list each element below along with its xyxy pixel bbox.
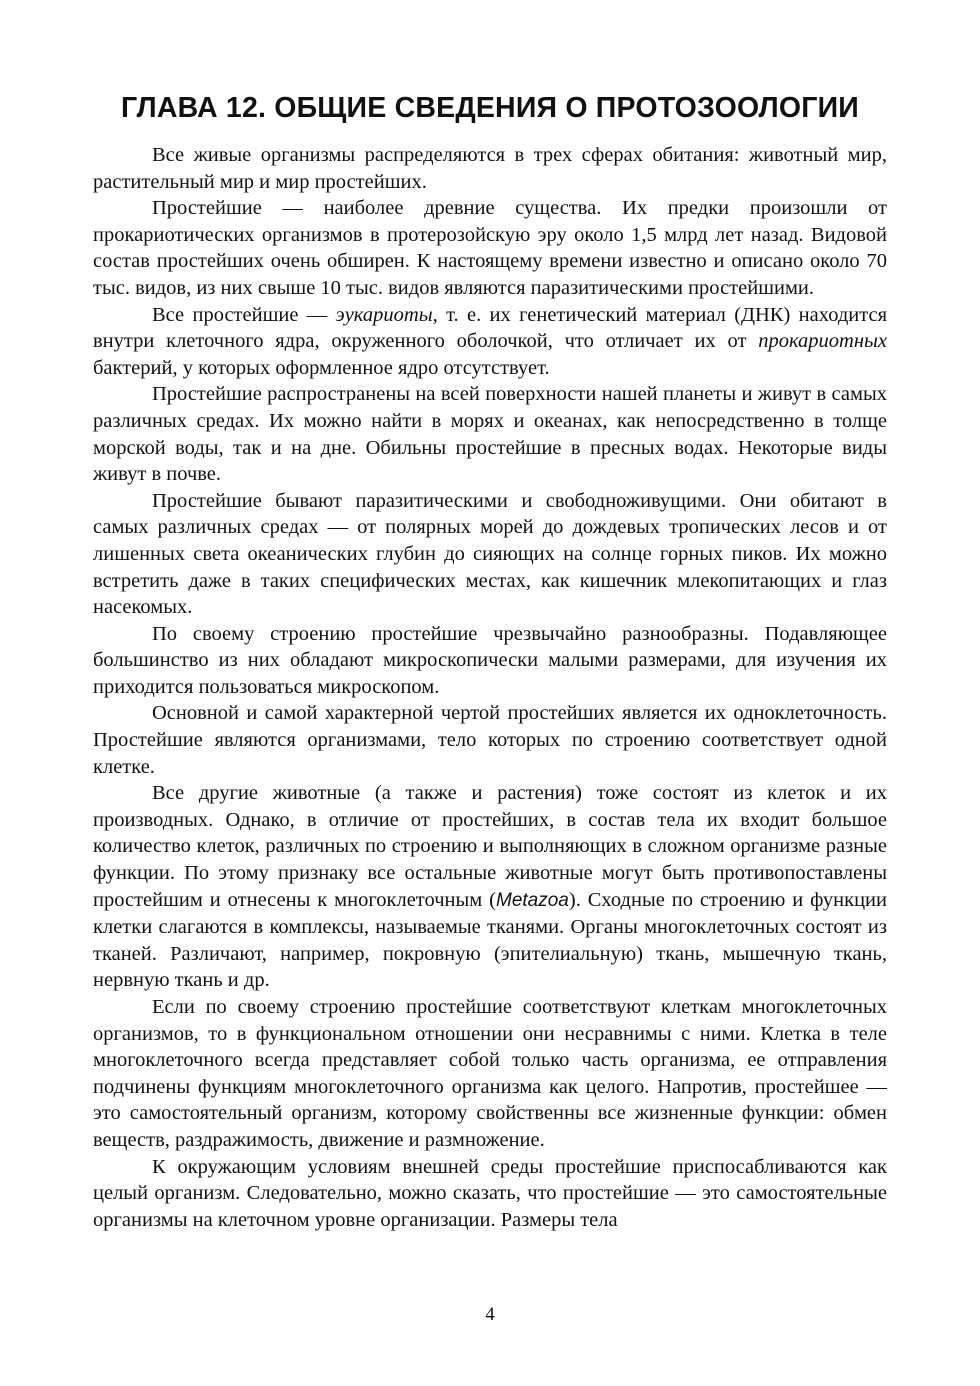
term-metazoa: Metazoa bbox=[496, 889, 569, 911]
paragraph-8-text-a: Все другие животные (а также и растения) тоже состоят из клеток и их производных. Однако, в отличие от простейших, в состав тела их входит большое количество клеток, различных по строению и выполняющих в сложном организме разные функции. По этому признаку все остальные животные могут быть противопоставлены простейшим и отнесены к многоклеточным ( bbox=[93, 782, 887, 911]
page-content bbox=[93, 88, 887, 1233]
paragraph-5: Простейшие бывают паразитическими и свободноживущими. Они обитают в самых различных средах — от полярных морей до дождевых тропических лесов и от лишенных света океанических глубин до сияющих на солнце горных пиков. Их можно встретить даже в таких специфических местах, как кишечник млекопитающих и глаз насекомых. bbox=[93, 489, 887, 619]
paragraph-6: По своему строению простейшие чрезвычайно разнообразны. Подавляющее большинство из них обладают микроскопически малыми размерами, для изучения их приходится пользоваться микроскопом. bbox=[93, 622, 887, 698]
paragraph-3-text-c: бактерий, у которых оформленное ядро отсутствует. bbox=[93, 356, 550, 379]
paragraph-3 bbox=[93, 302, 887, 382]
paragraph-7: Основной и самой характерной чертой простейших является их одноклеточность. Простейшие являются организмами, тело которых по строению соответствует одной клетке. bbox=[93, 702, 887, 778]
paragraph-2: Простейшие — наиболее древние существа. Их предки произошли от прокариотических организмов в протерозойскую эру около 1,5 млрд лет назад. Видовой состав простейших очень обширен. К настоящему времени известно и описано около 70 тыс. видов, из них свыше 10 тыс. видов являются паразитическими простейшими. bbox=[93, 197, 887, 299]
paragraph-10: К окружающим условиям внешней среды простейшие приспосабливаются как целый организм. Следовательно, можно сказать, что простейшие — это самостоятельные организмы на клеточном уровне организации. Размеры тела bbox=[93, 1155, 887, 1231]
paragraph-9: Если по своему строению простейшие соответствуют клеткам многоклеточных организмов, то в функциональном отношении они несравнимы с ними. Клетка в теле многоклеточного всегда представляет собой только часть организма, ее отправления подчинены функциям многоклеточного организма как целого. Напротив, простейшее — это самостоятельный организм, которому свойственны все жизненные функции: обмен веществ, раздражимость, движение и размножение. bbox=[93, 996, 887, 1151]
paragraph-8 bbox=[93, 780, 887, 994]
paragraph-3-text-b: , т. е. их генетический материал (ДНК) находится внутри клеточного ядра, окруженного оболочкой, что отличает их от bbox=[93, 303, 887, 353]
paragraph-8-text-b: ). Сходные по строению и функции клетки слагаются в комплексы, называемые тканями. Органы многоклеточных состоят из тканей. Различают, например, покровную (эпителиальную) ткань, мышечную ткань, нервную ткань и др. bbox=[93, 888, 887, 992]
page-number: 4 bbox=[485, 1304, 495, 1325]
paragraph-4: Простейшие распространены на всей поверхности нашей планеты и живут в самых различных средах. Их можно найти в морях и океанах, как непосредственно в толще морской воды, так и на дне. Обильны простейшие в пресных водах. Некоторые виды живут в почве. bbox=[93, 383, 887, 486]
term-eukaryotes: эукариоты bbox=[335, 303, 433, 326]
paragraph-3-text-a: Все простейшие — bbox=[152, 303, 336, 326]
chapter-title: ГЛАВА 12. ОБЩИЕ СВЕДЕНИЯ О ПРОТОЗООЛОГИИ bbox=[121, 92, 859, 124]
term-prokaryotic: прокариотных bbox=[758, 330, 887, 353]
paragraph-1: Все живые организмы распределяются в трех сферах обитания: животный мир, растительный мир и мир простейших. bbox=[93, 144, 887, 193]
